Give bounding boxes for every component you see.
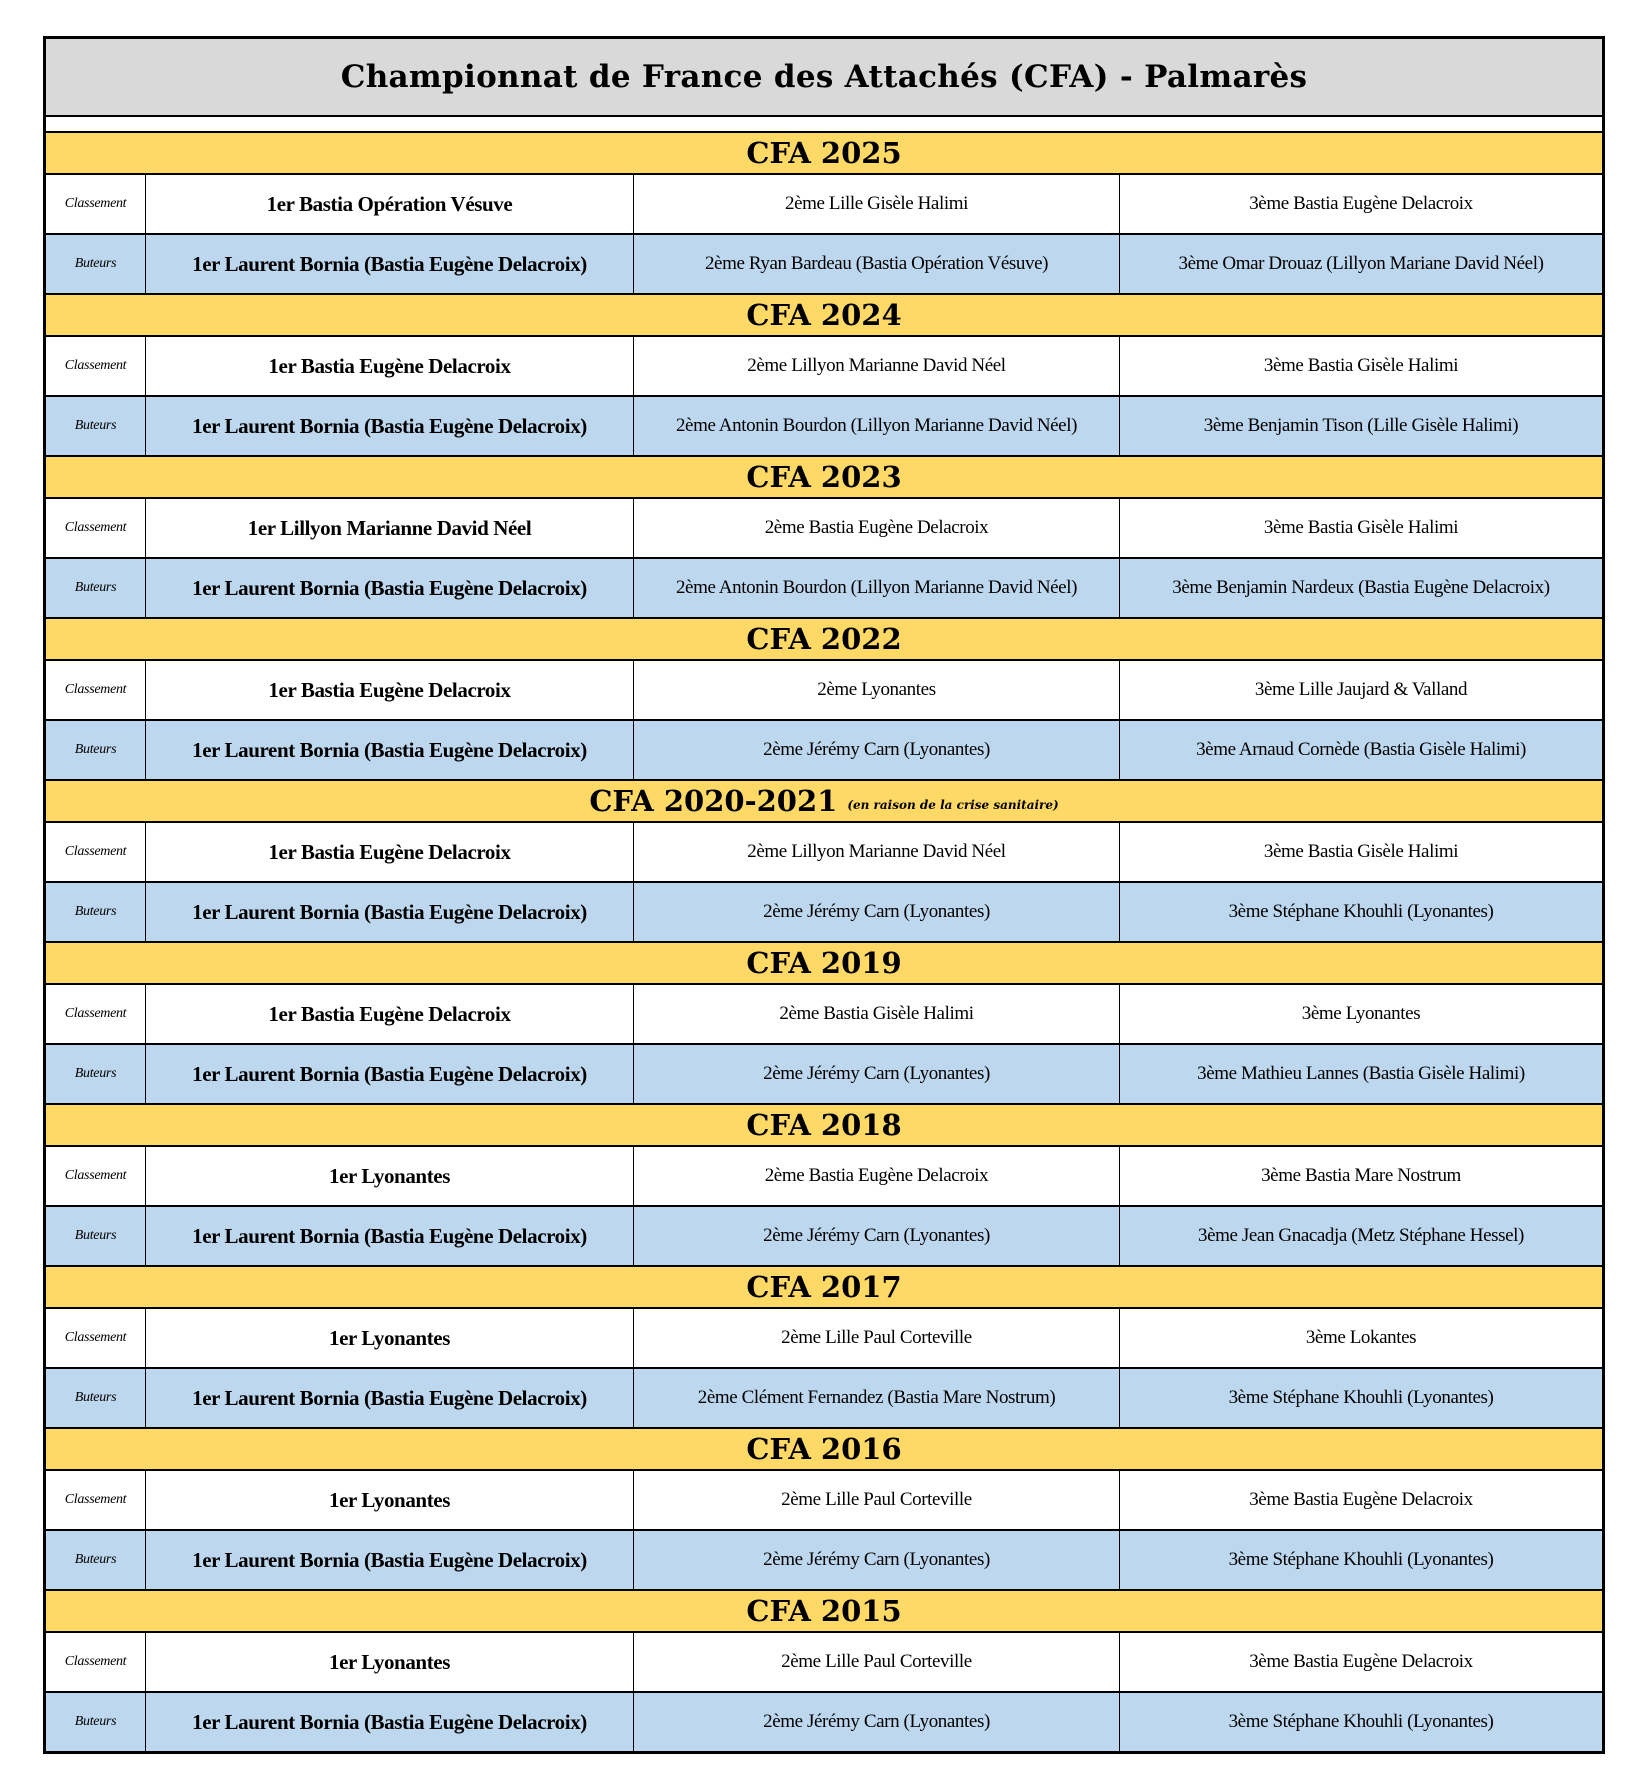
classement-row <box>46 499 1602 559</box>
buteurs-row <box>46 721 1602 781</box>
buteurs-row <box>46 1693 1602 1751</box>
classement-label: Classement <box>46 823 146 881</box>
year-block <box>46 457 1602 619</box>
year-title: CFA 2019 <box>746 946 902 980</box>
classement-third-place: 3ème Bastia Mare Nostrum <box>1261 1165 1461 1186</box>
classement-third-place: 3ème Bastia Eugène Delacroix <box>1249 193 1473 214</box>
year-block <box>46 943 1602 1105</box>
classement-third-place: 3ème Lille Jaujard & Valland <box>1254 679 1468 700</box>
buteurs-row <box>46 1207 1602 1267</box>
classement-first-place: 1er Lyonantes <box>146 1309 634 1367</box>
classement-third-place: 3ème Bastia Eugène Delacroix <box>1249 1489 1473 1510</box>
year-title: CFA 2022 <box>746 622 902 656</box>
buteurs-row <box>46 1045 1602 1105</box>
buteurs-third-place: 3ème Stéphane Khouhli (Lyonantes) <box>1228 901 1494 922</box>
buteurs-first-place: 1er Laurent Bornia (Bastia Eugène Delacroix) <box>146 1369 634 1427</box>
year-block <box>46 781 1602 943</box>
year-title: CFA 2024 <box>746 298 902 332</box>
classement-row <box>46 1633 1602 1693</box>
classement-first-place: 1er Bastia Eugène Delacroix <box>146 661 634 719</box>
classement-third-place: 3ème Bastia Gisèle Halimi <box>1263 517 1459 538</box>
classement-label: Classement <box>46 499 146 557</box>
year-title: CFA 2023 <box>746 460 902 494</box>
buteurs-first-place: 1er Laurent Bornia (Bastia Eugène Delacroix) <box>146 235 634 293</box>
buteurs-third-place: 3ème Omar Drouaz (Lillyon Mariane David Néel) <box>1178 253 1544 274</box>
buteurs-second-place: 2ème Ryan Bardeau (Bastia Opération Vésuve) <box>634 235 1120 293</box>
year-header <box>46 133 1602 175</box>
buteurs-row <box>46 559 1602 619</box>
buteurs-third-place: 3ème Stéphane Khouhli (Lyonantes) <box>1228 1387 1494 1408</box>
year-block <box>46 1267 1602 1429</box>
buteurs-first-place: 1er Laurent Bornia (Bastia Eugène Delacroix) <box>146 1045 634 1103</box>
classement-first-place: 1er Lillyon Marianne David Néel <box>146 499 634 557</box>
classement-third-place: 3ème Bastia Eugène Delacroix <box>1249 1651 1473 1672</box>
classement-first-place: 1er Lyonantes <box>146 1147 634 1205</box>
classement-third-place: 3ème Bastia Gisèle Halimi <box>1263 841 1459 862</box>
year-block <box>46 1105 1602 1267</box>
classement-second-place: 2ème Lyonantes <box>634 661 1120 719</box>
buteurs-second-place: 2ème Jérémy Carn (Lyonantes) <box>634 1207 1120 1265</box>
buteurs-label: Buteurs <box>46 1693 146 1751</box>
year-header <box>46 1105 1602 1147</box>
year-title: CFA 2015 <box>746 1594 902 1628</box>
year-header <box>46 457 1602 499</box>
title-spacer <box>46 117 1602 133</box>
buteurs-second-place: 2ème Jérémy Carn (Lyonantes) <box>634 721 1120 779</box>
year-block <box>46 295 1602 457</box>
year-block <box>46 619 1602 781</box>
year-title: CFA 2025 <box>746 136 902 170</box>
year-note: (en raison de la crise sanitaire) <box>847 798 1059 812</box>
buteurs-third-place: 3ème Stéphane Khouhli (Lyonantes) <box>1228 1711 1494 1732</box>
buteurs-third-place: 3ème Benjamin Nardeux (Bastia Eugène Delacroix) <box>1172 577 1550 598</box>
buteurs-second-place: 2ème Jérémy Carn (Lyonantes) <box>634 1693 1120 1751</box>
classement-second-place: 2ème Bastia Eugène Delacroix <box>634 1147 1120 1205</box>
classement-second-place: 2ème Bastia Eugène Delacroix <box>634 499 1120 557</box>
classement-label: Classement <box>46 985 146 1043</box>
classement-third-place: 3ème Bastia Gisèle Halimi <box>1263 355 1459 376</box>
buteurs-second-place: 2ème Antonin Bourdon (Lillyon Marianne David Néel) <box>634 559 1120 617</box>
buteurs-first-place: 1er Laurent Bornia (Bastia Eugène Delacroix) <box>146 1531 634 1589</box>
classement-second-place: 2ème Lille Paul Corteville <box>634 1309 1120 1367</box>
buteurs-label: Buteurs <box>46 883 146 941</box>
classement-row <box>46 1147 1602 1207</box>
classement-first-place: 1er Lyonantes <box>146 1633 634 1691</box>
buteurs-second-place: 2ème Clément Fernandez (Bastia Mare Nostrum) <box>634 1369 1120 1427</box>
classement-first-place: 1er Bastia Eugène Delacroix <box>146 823 634 881</box>
year-title: CFA 2017 <box>746 1270 902 1304</box>
year-title: CFA 2018 <box>746 1108 902 1142</box>
buteurs-row <box>46 883 1602 943</box>
classement-second-place: 2ème Lille Gisèle Halimi <box>634 175 1120 233</box>
classement-second-place: 2ème Lillyon Marianne David Néel <box>634 823 1120 881</box>
year-block <box>46 1429 1602 1591</box>
classement-row <box>46 661 1602 721</box>
buteurs-label: Buteurs <box>46 1531 146 1589</box>
buteurs-third-place: 3ème Jean Gnacadja (Metz Stéphane Hessel) <box>1198 1225 1524 1246</box>
buteurs-first-place: 1er Laurent Bornia (Bastia Eugène Delacroix) <box>146 397 634 455</box>
buteurs-first-place: 1er Laurent Bornia (Bastia Eugène Delacroix) <box>146 1207 634 1265</box>
classement-second-place: 2ème Bastia Gisèle Halimi <box>634 985 1120 1043</box>
classement-first-place: 1er Bastia Eugène Delacroix <box>146 337 634 395</box>
year-header <box>46 781 1602 823</box>
year-title: CFA 2020-2021 <box>589 784 838 818</box>
palmares-table <box>43 36 1605 1754</box>
classement-row <box>46 1309 1602 1369</box>
buteurs-row <box>46 1531 1602 1591</box>
buteurs-label: Buteurs <box>46 397 146 455</box>
buteurs-second-place: 2ème Jérémy Carn (Lyonantes) <box>634 1531 1120 1589</box>
buteurs-third-place: 3ème Stéphane Khouhli (Lyonantes) <box>1228 1549 1494 1570</box>
classement-label: Classement <box>46 1147 146 1205</box>
buteurs-second-place: 2ème Jérémy Carn (Lyonantes) <box>634 1045 1120 1103</box>
classement-first-place: 1er Bastia Opération Vésuve <box>146 175 634 233</box>
buteurs-label: Buteurs <box>46 1045 146 1103</box>
classement-row <box>46 985 1602 1045</box>
classement-label: Classement <box>46 175 146 233</box>
year-header <box>46 1429 1602 1471</box>
year-header <box>46 295 1602 337</box>
classement-third-place: 3ème Lokantes <box>1305 1327 1417 1348</box>
year-block <box>46 1591 1602 1751</box>
year-title: CFA 2016 <box>746 1432 902 1466</box>
buteurs-label: Buteurs <box>46 559 146 617</box>
classement-first-place: 1er Bastia Eugène Delacroix <box>146 985 634 1043</box>
classement-row <box>46 175 1602 235</box>
buteurs-third-place: 3ème Mathieu Lannes (Bastia Gisèle Halimi) <box>1197 1063 1525 1084</box>
year-header <box>46 1267 1602 1309</box>
buteurs-second-place: 2ème Antonin Bourdon (Lillyon Marianne David Néel) <box>634 397 1120 455</box>
classement-label: Classement <box>46 1633 146 1691</box>
buteurs-first-place: 1er Laurent Bornia (Bastia Eugène Delacroix) <box>146 1693 634 1751</box>
buteurs-label: Buteurs <box>46 1207 146 1265</box>
classement-first-place: 1er Lyonantes <box>146 1471 634 1529</box>
classement-row <box>46 823 1602 883</box>
page-title: Championnat de France des Attachés (CFA) - Palmarès <box>46 39 1602 117</box>
classement-label: Classement <box>46 1309 146 1367</box>
classement-label: Classement <box>46 337 146 395</box>
classement-label: Classement <box>46 1471 146 1529</box>
year-header <box>46 943 1602 985</box>
year-header <box>46 1591 1602 1633</box>
buteurs-first-place: 1er Laurent Bornia (Bastia Eugène Delacroix) <box>146 883 634 941</box>
classement-second-place: 2ème Lille Paul Corteville <box>634 1471 1120 1529</box>
buteurs-label: Buteurs <box>46 1369 146 1427</box>
buteurs-first-place: 1er Laurent Bornia (Bastia Eugène Delacroix) <box>146 721 634 779</box>
buteurs-row <box>46 1369 1602 1429</box>
buteurs-label: Buteurs <box>46 235 146 293</box>
buteurs-row <box>46 235 1602 295</box>
year-header <box>46 619 1602 661</box>
classement-label: Classement <box>46 661 146 719</box>
buteurs-third-place: 3ème Arnaud Cornède (Bastia Gisèle Halimi) <box>1196 739 1526 760</box>
year-block <box>46 133 1602 295</box>
classement-second-place: 2ème Lillyon Marianne David Néel <box>634 337 1120 395</box>
classement-third-place: 3ème Lyonantes <box>1301 1003 1421 1024</box>
buteurs-label: Buteurs <box>46 721 146 779</box>
buteurs-second-place: 2ème Jérémy Carn (Lyonantes) <box>634 883 1120 941</box>
buteurs-row <box>46 397 1602 457</box>
classement-second-place: 2ème Lille Paul Corteville <box>634 1633 1120 1691</box>
classement-row <box>46 1471 1602 1531</box>
buteurs-third-place: 3ème Benjamin Tison (Lille Gisèle Halimi) <box>1203 415 1519 436</box>
years-container <box>46 133 1602 1751</box>
buteurs-first-place: 1er Laurent Bornia (Bastia Eugène Delacroix) <box>146 559 634 617</box>
classement-row <box>46 337 1602 397</box>
